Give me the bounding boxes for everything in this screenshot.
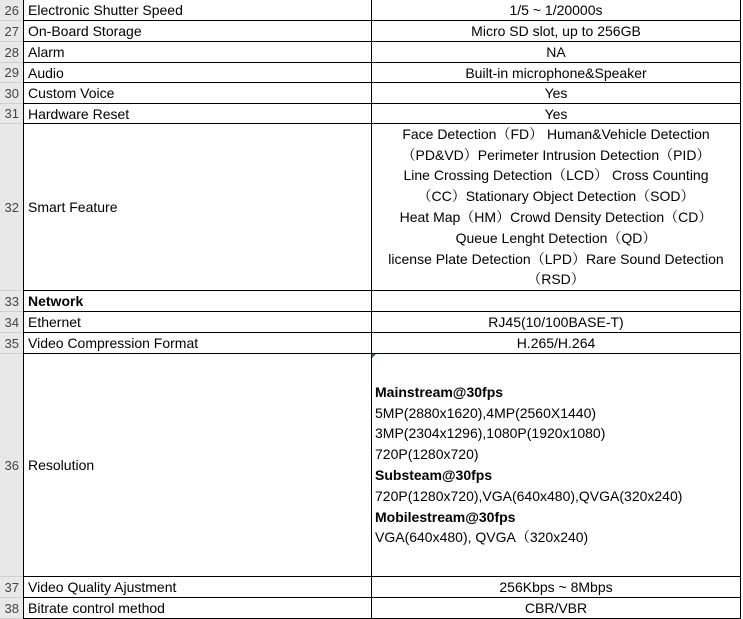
label-cell[interactable]: Bitrate control method <box>23 598 372 619</box>
text-line: VGA(640x480), QVGA（320x240) <box>375 529 589 546</box>
row-number[interactable]: 36 <box>0 354 23 577</box>
text-line: （PD&VD）Perimeter Intrusion Detection（PID） <box>401 146 711 163</box>
text-line: Face Detection（FD） Human&Vehicle Detection <box>402 125 710 142</box>
value-cell[interactable]: H.265/H.264 <box>372 333 741 354</box>
text-line: Line Crossing Detection（LCD） Cross Counting <box>403 167 709 184</box>
value-cell[interactable]: Yes <box>372 104 741 124</box>
text-line: Heat Map（HM）Crowd Density Detection（CD） <box>399 209 713 225</box>
row-number[interactable]: 34 <box>0 312 23 333</box>
label-cell[interactable]: Resolution <box>23 354 372 577</box>
text-line: （CC）Stationary Object Detection（SOD） <box>417 188 695 205</box>
text-line: 720P(1280x720) <box>375 446 479 463</box>
value-cell[interactable]: 256Kbps ~ 8Mbps <box>372 577 741 598</box>
text-line: 3MP(2304x1296),1080P(1920x1080) <box>375 425 606 442</box>
stream-heading: Mobilestream@30fps <box>375 508 516 525</box>
value-cell[interactable] <box>372 291 741 312</box>
value-cell[interactable]: Micro SD slot, up to 256GB <box>372 21 741 42</box>
resolution-cell[interactable] <box>372 354 741 577</box>
row-number[interactable]: 33 <box>0 291 23 312</box>
row-number[interactable]: 30 <box>0 83 23 104</box>
value-cell[interactable]: CBR/VBR <box>372 598 741 619</box>
label-cell[interactable]: Hardware Reset <box>23 104 372 124</box>
row-number[interactable]: 37 <box>0 577 23 598</box>
value-cell[interactable]: Built-in microphone&Speaker <box>372 63 741 83</box>
row-number[interactable]: 29 <box>0 63 23 83</box>
label-cell[interactable]: Alarm <box>23 42 372 63</box>
row-number[interactable]: 26 <box>0 0 23 21</box>
text-line: 5MP(2880x1620),4MP(2560X1440) <box>375 404 597 421</box>
label-cell[interactable]: Audio <box>23 63 372 83</box>
stream-heading: Substeam@30fps <box>375 467 493 483</box>
label-cell[interactable]: Video Quality Ajustment <box>23 577 372 598</box>
label-cell[interactable]: Electronic Shutter Speed <box>23 0 372 21</box>
label-cell[interactable]: Video Compression Format <box>23 333 372 354</box>
stream-heading: Mainstream@30fps <box>375 383 504 400</box>
row-number[interactable]: 28 <box>0 42 23 63</box>
value-cell[interactable]: 1/5 ~ 1/20000s <box>372 0 741 21</box>
section-header-cell[interactable]: Network <box>23 291 372 312</box>
cell-comment-marker <box>372 354 376 358</box>
label-cell[interactable]: On-Board Storage <box>23 21 372 42</box>
label-cell[interactable]: Ethernet <box>23 312 372 333</box>
row-number[interactable]: 38 <box>0 598 23 619</box>
row-number[interactable]: 32 <box>0 124 23 291</box>
smart-feature-cell[interactable] <box>372 124 741 291</box>
text-line: Queue Lenght Detection（QD） <box>455 229 657 246</box>
label-cell[interactable]: Smart Feature <box>23 124 372 291</box>
text-line: （RSD） <box>527 271 585 288</box>
value-cell[interactable]: RJ45(10/100BASE-T) <box>372 312 741 333</box>
row-number[interactable]: 35 <box>0 333 23 354</box>
label-cell[interactable]: Custom Voice <box>23 83 372 104</box>
text-line: license Plate Detection（LPD）Rare Sound Detection <box>388 250 724 267</box>
text-line: 720P(1280x720),VGA(640x480),QVGA(320x240) <box>375 487 683 504</box>
row-number[interactable]: 31 <box>0 104 23 124</box>
value-cell[interactable]: NA <box>372 42 741 63</box>
row-number[interactable]: 27 <box>0 21 23 42</box>
value-cell[interactable]: Yes <box>372 83 741 104</box>
